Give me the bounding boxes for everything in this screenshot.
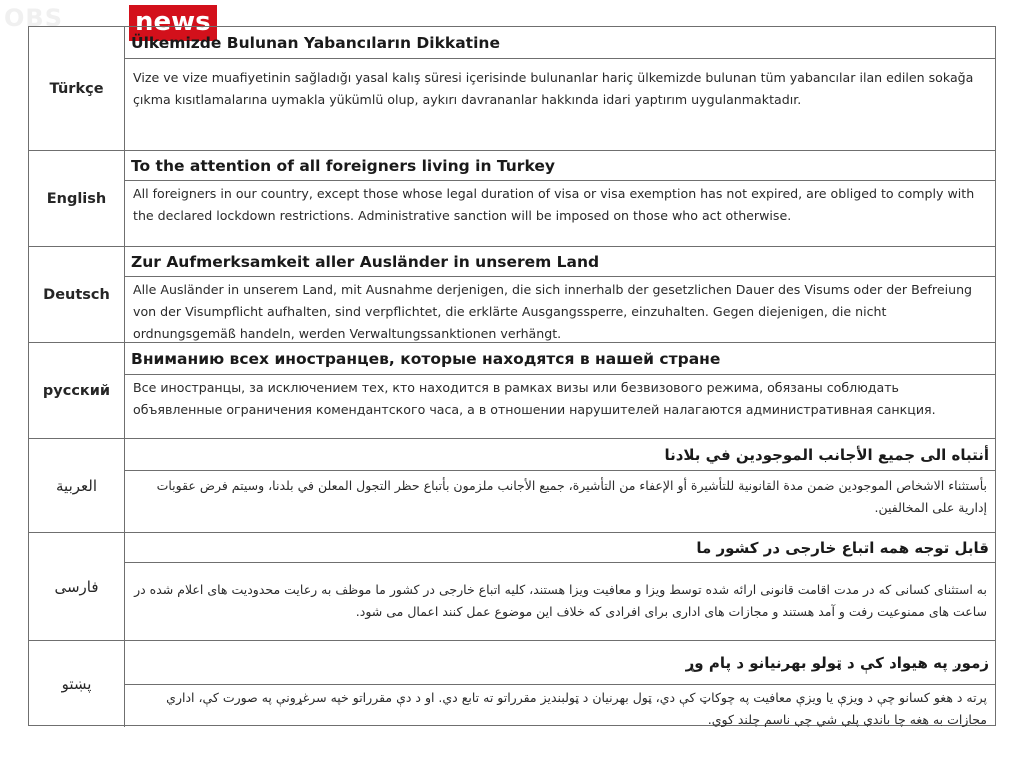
- language-label: پښتو: [29, 641, 125, 727]
- section-title: To the attention of all foreigners living in Turkey: [125, 151, 995, 181]
- section-body: All foreigners in our country, except those whose legal duration of visa or visa exemption has not expired, are obliged to comply with the declared lockdown restrictions. Administrative sanction will be imposed on those who act otherwise.: [133, 186, 975, 223]
- section-body: Alle Ausländer in unserem Land, mit Ausnahme derjenigen, die sich innerhalb der gesetzlichen Dauer des Visums oder der Befreiung von der Visumpflicht aufhalten, sind verpflichtet, die erklärte Ausgangssperre, einzuhalten. Gegen diejenigen, die nicht ordnungsgemäß handeln, werden Verwaltungssanktionen verhängt.: [133, 282, 973, 341]
- section-title: Ülkemizde Bulunan Yabancıların Dikkatine: [125, 27, 995, 59]
- announcement-table: [28, 26, 996, 726]
- section-title: Вниманию всех иностранцев, которые находятся в нашей стране: [125, 343, 995, 375]
- section-title: قابل توجه همه اتباع خارجی در کشور ما: [125, 533, 995, 563]
- section-body: به استثنای کسانی که در مدت اقامت قانونی ارائه شده توسط ویزا و معافیت ویزا هستند، کلیه اتباع خارجی در کشور ما موظف به رعایت محدودیت های اعلام شده در ساعت های ممنوعیت رفت و آمد هستند و مجازات های اداری برای افرادی که خلاف این موضوع عمل کنند اعمال می شود.: [134, 582, 987, 619]
- section-german: [29, 247, 995, 343]
- section-title: Zur Aufmerksamkeit aller Ausländer in unserem Land: [125, 247, 995, 277]
- section-persian: [29, 533, 995, 641]
- language-label: Deutsch: [29, 247, 125, 342]
- section-title: أنتباه الى جميع الأجانب الموجودين في بلادنا: [125, 439, 995, 471]
- logo-faded-text: OBS: [4, 4, 63, 32]
- section-russian: [29, 343, 995, 439]
- section-pashto: [29, 641, 995, 727]
- news-badge: news: [127, 3, 219, 43]
- language-label: العربية: [29, 439, 125, 532]
- language-label: فارسی: [29, 533, 125, 640]
- section-title: زموږ په هیواد کې د ټولو بهرنیانو د پام وړ: [125, 641, 995, 685]
- section-turkish: [29, 27, 995, 151]
- language-label: русский: [29, 343, 125, 438]
- language-label: English: [29, 151, 125, 246]
- section-arabic: [29, 439, 995, 533]
- section-body: بأستثناء الاشخاص الموجودين ضمن مدة القانونية للتأشيرة أو الإعفاء من التأشيرة، جميع الأجانب ملزمون بأتباع حظر التجول المعلن في بلدنا، وسيتم فرض عقوبات إدارية على المخالفين.: [156, 478, 987, 515]
- section-english: [29, 151, 995, 247]
- section-body: Все иностранцы, за исключением тех, кто находится в рамках визы или безвизового режима, обязаны соблюдать объявленные ограничения комендантского часа, а в отношении нарушителей налагаются административная санкция.: [133, 380, 936, 417]
- section-body: پرته د هغو کسانو چې د ویزې یا ویزې معافیت په چوکاټ کې دي، ټول بهرنیان د ټولبندیز مقرراتو ته تابع دي. او د دې مقرراتو خپه سرغړونې په صورت کې، اداري مجازات به هغه چا باندې پلې شي چې ناسم چلند کوي.: [166, 690, 987, 727]
- section-body: Vize ve vize muafiyetinin sağladığı yasal kalış süresi içerisinde bulunanlar hariç ülkemizde bulunan tüm yabancılar ilan edilen sokağa çıkma kısıtlamalarına uymakla yükümlü olup, aykırı davrananlar hakkında idari yaptırım uygulanmaktadır.: [133, 70, 974, 107]
- language-label: Türkçe: [29, 27, 125, 150]
